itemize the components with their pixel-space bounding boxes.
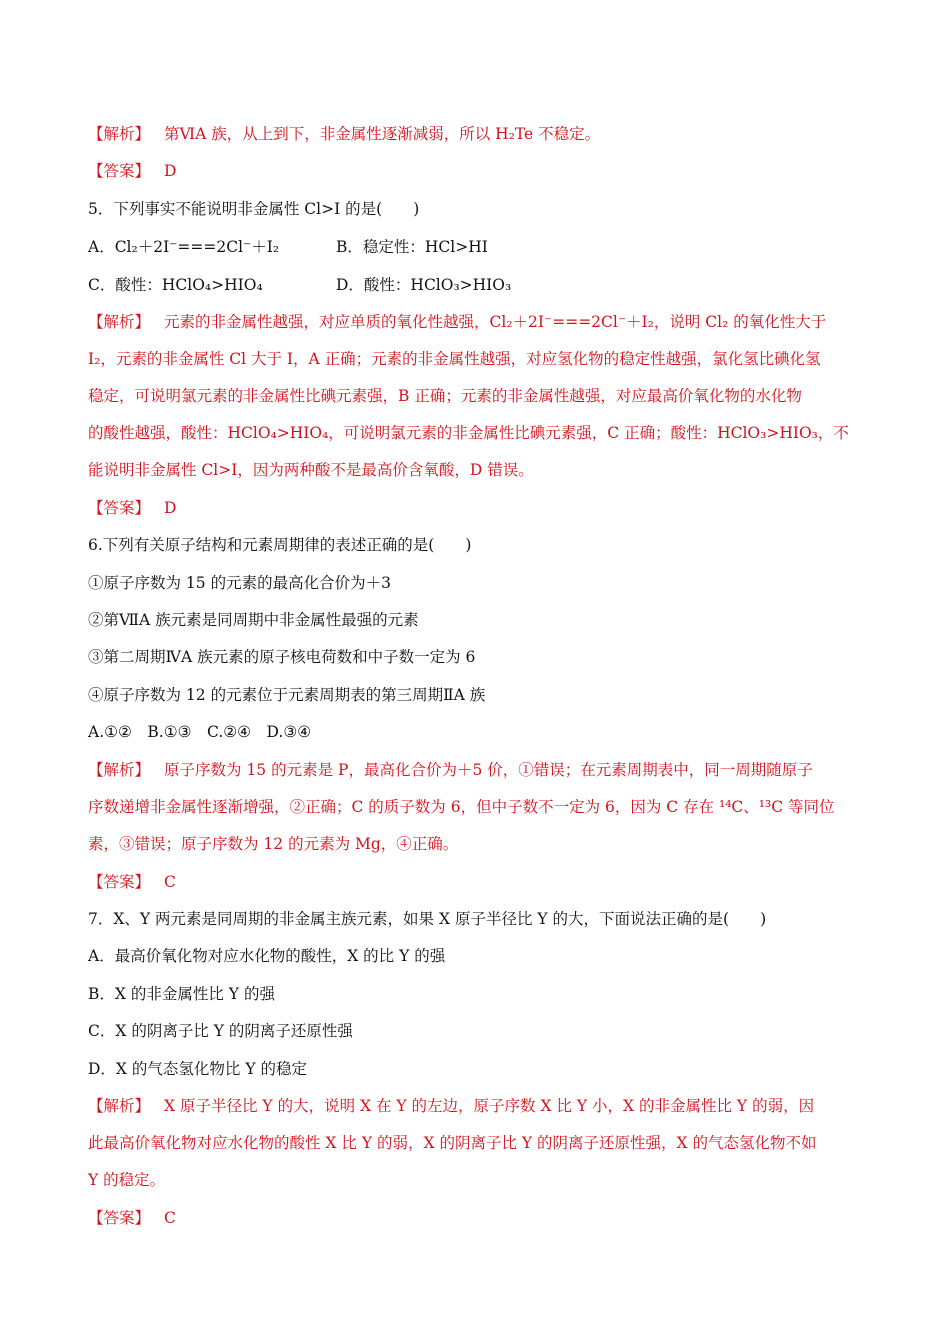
- q5-analysis-line: 稳定，可说明氯元素的非金属性比碘元素强，B 正确；元素的非金属性越强，对应最高价氧化物的水化物: [88, 387, 802, 405]
- answer-line: [88, 1208, 868, 1228]
- answer-value: C: [164, 873, 176, 891]
- q7-option: B．X 的非金属性比 Y 的强: [88, 985, 275, 1003]
- q5-option-a: A．Cl₂＋2I⁻===2Cl⁻＋I₂: [88, 238, 280, 256]
- q5-analysis-line: 的酸性越强，酸性：HClO₄>HIO₄，可说明氯元素的非金属性比碘元素强，C 正确；酸性：HClO₃>HIO₃，不: [88, 424, 849, 442]
- q5-option-c: C．酸性：HClO₄>HIO₄: [88, 276, 263, 294]
- q5-options-row-1: [88, 237, 868, 257]
- q5-option-d: D．酸性：HClO₃>HIO₃: [336, 276, 512, 294]
- q7-analysis-line: Y 的稳定。: [88, 1171, 166, 1189]
- analysis-text: 第ⅥA 族，从上到下，非金属性逐渐减弱，所以 H₂Te 不稳定。: [164, 125, 601, 143]
- q5-analysis-line: I₂，元素的非金属性 Cl 大于 I，A 正确；元素的非金属性越强，对应氢化物的稳定性越强，氯化氢比碘化氢: [88, 350, 821, 368]
- q6-statement: ③第二周期ⅣA 族元素的原子核电荷数和中子数一定为 6: [88, 648, 476, 666]
- answer-value: C: [164, 1209, 176, 1227]
- q6-statement: ②第ⅦA 族元素是同周期中非金属性最强的元素: [88, 611, 419, 629]
- q5-analysis-text: 元素的非金属性越强，对应单质的氧化性越强，Cl₂＋2I⁻===2Cl⁻＋I₂，说明 Cl₂ 的氧化性大于: [164, 313, 827, 331]
- answer-label: 【答案】: [88, 499, 151, 517]
- q7-option: C．X 的阴离子比 Y 的阴离子还原性强: [88, 1022, 353, 1040]
- answer-value: D: [164, 499, 177, 517]
- question-5: 5．下列事实不能说明非金属性 Cl>I 的是( ): [88, 200, 420, 218]
- question-7: 7．X、Y 两元素是同周期的非金属主族元素，如果 X 原子半径比 Y 的大，下面说法正确的是( ): [88, 910, 767, 928]
- answer-line: [88, 161, 868, 181]
- answer-label: 【答案】: [88, 873, 151, 891]
- q5-options-row-2: [88, 275, 868, 295]
- q5-analysis-line: [88, 312, 868, 332]
- q7-analysis-line: 此最高价氧化物对应水化物的酸性 X 比 Y 的弱，X 的阴离子比 Y 的阴离子还原性强，X 的气态氢化物不如: [88, 1134, 817, 1152]
- answer-value: D: [164, 162, 177, 180]
- q7-option: A．最高价氧化物对应水化物的酸性，X 的比 Y 的强: [88, 947, 446, 965]
- analysis-label: 【解析】: [88, 313, 151, 331]
- q6-analysis-line: 序数递增非金属性逐渐增强，②正确；C 的质子数为 6，但中子数不一定为 6，因为 C 存在 ¹⁴C、¹³C 等同位: [88, 798, 835, 816]
- q5-option-b: B．稳定性：HCl>HI: [336, 238, 488, 256]
- analysis-label: 【解析】: [88, 125, 151, 143]
- analysis-line: [88, 124, 868, 144]
- q6-statement: ④原子序数为 12 的元素位于元素周期表的第三周期ⅡA 族: [88, 686, 486, 704]
- q6-statement: ①原子序数为 15 的元素的最高化合价为＋3: [88, 574, 391, 592]
- answer-line: [88, 872, 868, 892]
- analysis-label: 【解析】: [88, 761, 151, 779]
- q6-analysis-text: 原子序数为 15 的元素是 P，最高化合价为＋5 价，①错误；在元素周期表中，同一周期随原子: [164, 761, 813, 779]
- q6-analysis-line: [88, 760, 868, 780]
- q5-analysis-line: 能说明非金属性 Cl>I，因为两种酸不是最高价含氧酸，D 错误。: [88, 461, 534, 479]
- q6-analysis-line: 素，③错误；原子序数为 12 的元素为 Mg，④正确。: [88, 835, 459, 853]
- answer-label: 【答案】: [88, 162, 151, 180]
- q6-options: A.①② B.①③ C.②④ D.③④: [88, 723, 312, 741]
- q7-analysis-text: X 原子半径比 Y 的大，说明 X 在 Y 的左边，原子序数 X 比 Y 小，X 的非金属性比 Y 的弱，因: [164, 1097, 815, 1115]
- question-6: 6.下列有关原子结构和元素周期律的表述正确的是( ): [88, 536, 472, 554]
- analysis-label: 【解析】: [88, 1097, 151, 1115]
- q7-option: D．X 的气态氢化物比 Y 的稳定: [88, 1060, 307, 1078]
- answer-line: [88, 498, 868, 518]
- answer-label: 【答案】: [88, 1209, 151, 1227]
- q7-analysis-line: [88, 1096, 868, 1116]
